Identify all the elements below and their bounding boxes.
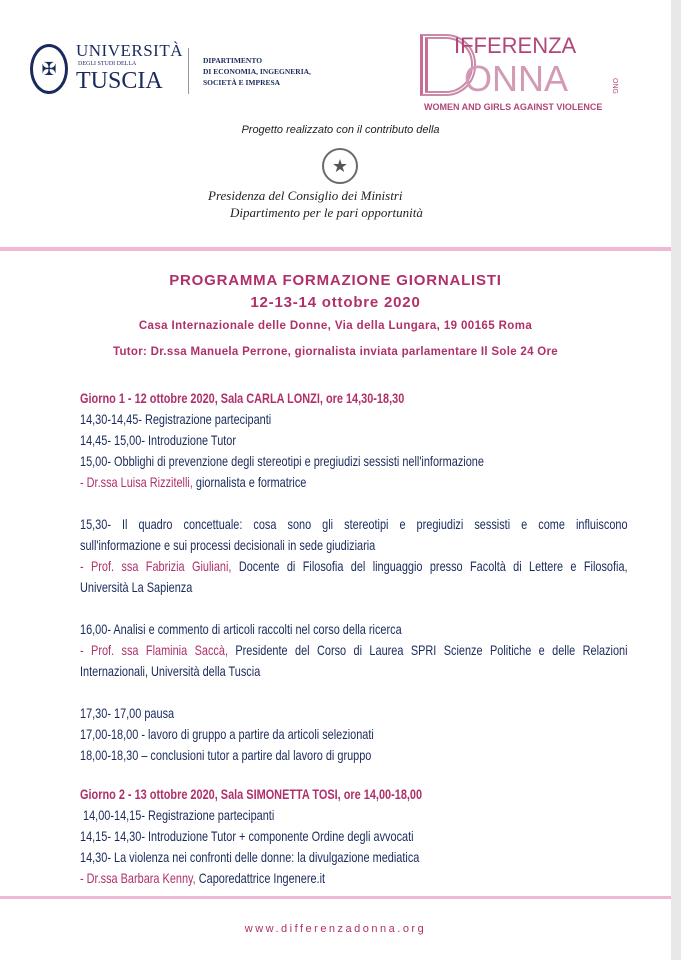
department-line: DIPARTIMENTO xyxy=(203,56,263,65)
speaker-line xyxy=(80,640,628,661)
schedule-item: 15,00- Obblighi di prevenzione degli stereotipi e pregiudizi sessisti nell'informazione xyxy=(80,453,484,469)
program-title: PROGRAMMA FORMAZIONE GIORNALISTI xyxy=(169,272,502,289)
logo-donna: ONNA xyxy=(464,58,569,99)
university-logo xyxy=(76,42,183,94)
program-dates: 12-13-14 ottobre 2020 xyxy=(250,294,421,311)
speaker-role: Docente di Filosofia del linguaggio presso Facoltà di Lettere e Filosofia, xyxy=(231,558,628,574)
speaker-name: - Prof. ssa Flaminia Saccà, xyxy=(80,642,228,658)
italian-republic-emblem-icon: ★ xyxy=(322,148,358,184)
university-line3: TUSCIA xyxy=(76,68,163,94)
logo-ong: ONG xyxy=(610,78,618,94)
university-seal-icon: ✠ xyxy=(30,44,68,94)
differenza-donna-logo xyxy=(420,34,620,114)
day2-heading: Giorno 2 - 13 ottobre 2020, Sala SIMONETTA TOSI, ore 14,00-18,00 xyxy=(80,786,423,802)
schedule-item: 16,00- Analisi e commento di articoli raccolti nel corso della ricerca xyxy=(80,621,402,637)
speaker-line xyxy=(80,472,628,493)
right-edge-strip xyxy=(671,0,681,960)
speaker-role: giornalista e formatrice xyxy=(192,474,307,490)
speaker-name: - Dr.ssa Barbara Kenny, xyxy=(80,870,196,886)
program-venue: Casa Internazionale delle Donne, Via della Lungara, 19 00165 Roma xyxy=(138,320,533,332)
schedule-item: 15,30- Il quadro concettuale: cosa sono gli stereotipi e pregiudizi sessisti e come influiscono xyxy=(80,516,628,532)
funding-note: Progetto realizzato con il contributo della xyxy=(241,124,440,136)
schedule-item: 17,00-18,00 - lavoro di gruppo a partire da articoli selezionati xyxy=(80,726,374,742)
schedule-item: sull'informazione e sui processi decisionali in sede giudiziaria xyxy=(80,537,376,553)
speaker-name: - Prof. ssa Fabrizia Giuliani, xyxy=(80,558,232,574)
university-line1: UNIVERSITÀ xyxy=(76,41,183,60)
speaker-name: - Dr.ssa Luisa Rizzitelli, xyxy=(80,474,193,490)
program-tutor: Tutor: Dr.ssa Manuela Perrone, giornalista inviata parlamentare Il Sole 24 Ore xyxy=(113,346,558,358)
schedule-item: 14,45- 15,00- Introduzione Tutor xyxy=(80,432,237,448)
speaker-role: Internazionali, Università della Tuscia xyxy=(80,663,261,679)
presidency-signature xyxy=(208,188,423,222)
speaker-role: Università La Sapienza xyxy=(80,579,193,595)
top-divider xyxy=(0,247,671,251)
speaker-line xyxy=(80,868,628,889)
presidency-line: Dipartimento per le pari opportunità xyxy=(230,204,423,220)
logo-tagline: WOMEN AND GIRLS AGAINST VIOLENCE xyxy=(424,102,603,112)
university-line2: DEGLI STUDI DELLA xyxy=(78,61,137,67)
schedule-item: 14,00-14,15- Registrazione partecipanti xyxy=(80,807,275,823)
schedule-item: 14,30- La violenza nei confronti delle donne: la divulgazione mediatica xyxy=(80,849,420,865)
logo-differenza: IFFERENZA xyxy=(454,33,577,58)
department-name xyxy=(203,56,311,89)
program-schedule xyxy=(80,388,628,889)
schedule-item: 14,15- 14,30- Introduzione Tutor + componente Ordine degli avvocati xyxy=(80,828,414,844)
department-line: SOCIETÀ E IMPRESA xyxy=(203,77,281,87)
bottom-divider xyxy=(0,896,671,899)
department-line: DI ECONOMIA, INGEGNERIA, xyxy=(203,66,311,76)
speaker-role: Presidente del Corso di Laurea SPRI Scienze Politiche e delle Relazioni xyxy=(227,642,628,658)
schedule-item: 18,00-18,30 – conclusioni tutor a partire dal lavoro di gruppo xyxy=(80,747,372,763)
logo-divider xyxy=(188,48,189,94)
speaker-line xyxy=(80,556,628,577)
website-link[interactable]: www.differenzadonna.org xyxy=(244,923,427,935)
schedule-item: 14,30-14,45- Registrazione partecipanti xyxy=(80,411,272,427)
schedule-item: 17,30- 17,00 pausa xyxy=(80,705,175,721)
presidency-line: Presidenza del Consiglio dei Ministri xyxy=(208,188,403,203)
speaker-role: Caporedattrice Ingenere.it xyxy=(195,870,326,886)
day1-heading: Giorno 1 - 12 ottobre 2020, Sala CARLA LONZI, ore 14,30-18,30 xyxy=(80,390,405,406)
